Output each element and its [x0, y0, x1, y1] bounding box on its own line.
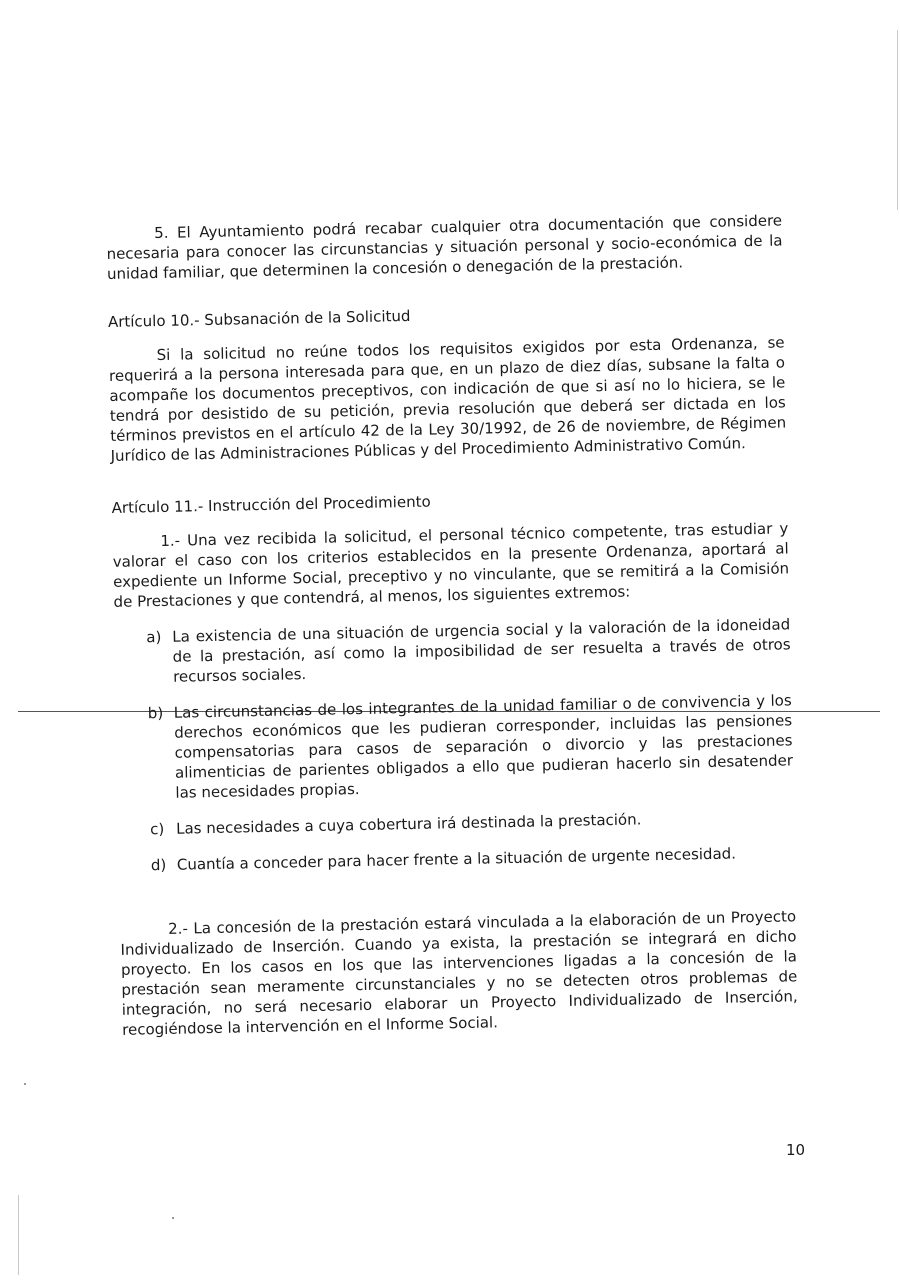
list-item [148, 690, 794, 803]
list-item [151, 842, 795, 875]
article-11-paragraph-1: 1.- Una vez recibida la solicitud, el personal técnico competente, tras estudiar y valorar el caso con los criterios establecidos en la presente Ordenanza, aportará al expediente un Informe Social, preceptivo y no vinculante, que se remitirá a la Comisión de Prestaciones y que contendrá, al menos, los siguientes extremos: [112, 519, 790, 611]
scan-speck [172, 1217, 174, 1219]
article-11-title: Artículo 11.- Instrucción del Procedimiento [111, 492, 431, 517]
scan-edge-mark [18, 1195, 19, 1275]
page-number: 10 [786, 1141, 806, 1159]
list-item-text: Las circunstancias de los integrantes de la unidad familiar o de convivencia y los derechos económicos que les pudieran corresponder, incluidas las pensiones compensatorias para casos de separación o divorcio y las prestaciones alimenticias de parientes obligados a ello que pudieran hacerlo sin desatender las necesidades propias. [173, 691, 794, 802]
list-marker: b) [147, 703, 164, 723]
scan-edge-mark [897, 30, 898, 210]
article-11-paragraph-2: 2.- La concesión de la prestación estará vinculada a la elaboración de un Proyecto Individualizado de Inserción. Cuando ya exista, la prestación se integrará en dicho proyecto. En los casos en los que las intervenciones ligadas a la concesión de la prestación sean meramente circunstanciales y no se detecten otros problemas de integración, no será necesario elaborar un Proyecto Individualizado de Inserción, recogiéndose la intervención en el Informe Social. [120, 907, 798, 1039]
article-10-text: Si la solicitud no reúne todos los requisitos exigidos por esta Ordenanza, se requerirá a la persona interesada para que, en un plazo de diez días, subsane la falta o acompañe los documentos preceptivos, con indicación de que si así no lo hiciera, se le tendrá por desistido de su petición, previa resolución que deberá ser dictada en los términos previstos en el artículo 42 de la Ley 30/1992, de 26 de noviembre, de Régimen Jurídico de las Administraciones Públicas y del Procedimiento Administrativo Común. [108, 333, 787, 465]
list-item-text: La existencia de una situación de urgencia social y la valoración de la idoneidad de la prestación, así como la imposibilidad de ser resuelta a través de otros recursos sociales. [172, 615, 791, 686]
scan-speck [24, 1083, 26, 1085]
list-marker: a) [146, 627, 162, 647]
list-item-text: Las necesidades a cuya cobertura irá destinada la prestación. [175, 810, 642, 838]
article-10-title: Artículo 10.- Subsanación de la Solicitud [107, 306, 411, 331]
requirements-list [146, 614, 795, 875]
list-item-text: Cuantía a conceder para hacer frente a la situación de urgente necesidad. [176, 844, 737, 874]
paragraph-5: 5. El Ayuntamiento podrá recabar cualquier otra documentación que considere necesaria para conocer las circunstancias y situación personal y socio-económica de la unidad familiar, que determinen la concesión o denegación de la prestación. [106, 211, 783, 283]
document-body [106, 210, 798, 1039]
list-marker: c) [149, 819, 165, 839]
list-marker: d) [150, 855, 167, 875]
list-item [150, 806, 794, 839]
list-item [146, 614, 791, 687]
